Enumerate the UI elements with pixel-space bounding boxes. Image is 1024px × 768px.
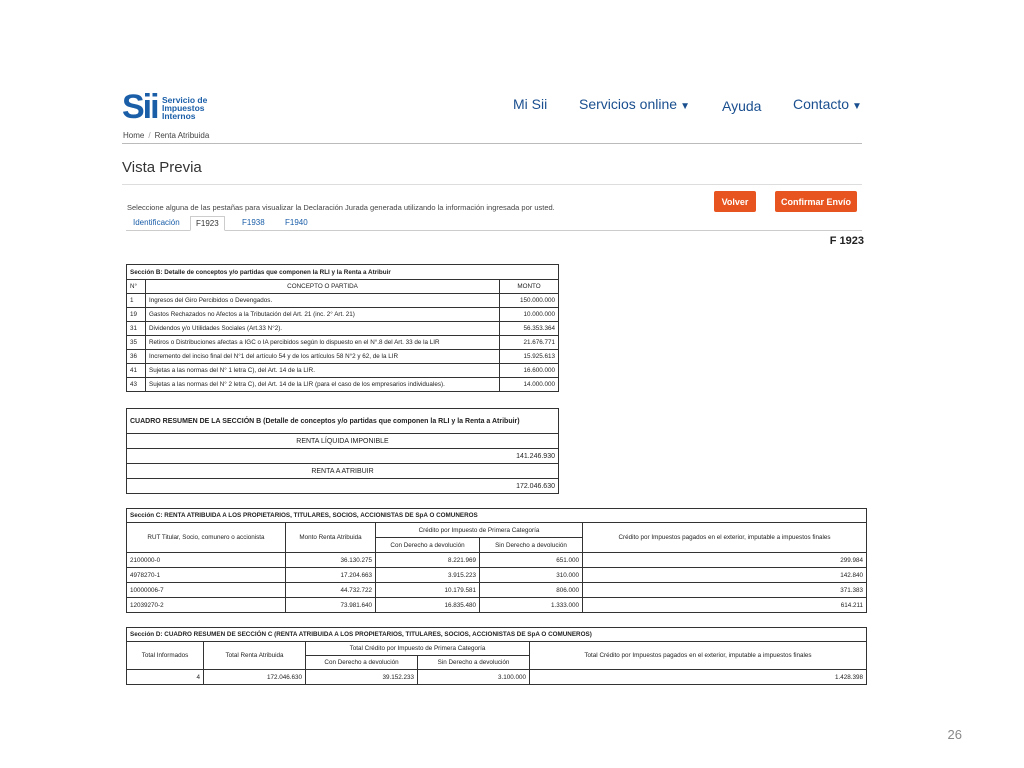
col-header-ext: Crédito por Impuestos pagados en el exterior, imputable a impuestos finales	[583, 523, 867, 553]
table-row: 10000006-7 44.732.722 10.179.581 806.000 371.383	[127, 583, 867, 598]
sii-logo[interactable]	[122, 90, 212, 124]
summary-b-table	[126, 408, 559, 494]
tab-f1923[interactable]: F1923	[190, 216, 225, 231]
form-tabs	[126, 216, 862, 231]
table-row: 4978270-1 17.204.663 3.915.223 310.000 142.840	[127, 568, 867, 583]
col-header-sin: Sin Derecho a devolución	[480, 538, 583, 553]
table-row: 36 Incremento del inciso final del N°1 del artículo 54 y de los artículos 58 N°2 y 62, de la LIR 15.925.613	[127, 350, 559, 364]
table-row: 31 Dividendos y/o Utilidades Sociales (Art.33 N°2). 56.353.364	[127, 322, 559, 336]
col-header-con: Con Derecho a devolución	[306, 656, 418, 670]
logo-mark: Sii	[122, 88, 158, 126]
nav-contacto[interactable]: Contacto ▼	[793, 96, 862, 112]
table-row: 12039270-2 73.981.640 16.835.480 1.333.000 614.211	[127, 598, 867, 613]
back-button[interactable]: Volver	[714, 191, 756, 212]
tab-f1940[interactable]: F1940	[285, 218, 308, 227]
nav-servicios-online[interactable]: Servicios online ▼	[579, 96, 690, 112]
logo-text: Servicio de Impuestos Internos	[162, 95, 208, 121]
col-header-sin: Sin Derecho a devolución	[418, 656, 530, 670]
tab-identificacion[interactable]: Identificación	[133, 218, 180, 227]
section-c-table	[126, 508, 867, 613]
section-b-title: Sección B: Detalle de conceptos y/o partidas que componen la RLI y la Renta a Atribuir	[127, 265, 559, 280]
col-header-monto: Monto Renta Atribuida	[286, 523, 376, 553]
divider	[122, 184, 862, 185]
breadcrumb-current: Renta Atribuida	[154, 131, 210, 140]
col-header-credit-group: Crédito por Impuesto de Primera Categoría	[376, 523, 583, 538]
ra-label: RENTA A ATRIBUIR	[127, 464, 559, 479]
col-header-concept: CONCEPTO O PARTIDA	[146, 280, 500, 294]
summary-b-title: CUADRO RESUMEN DE LA SECCIÓN B (Detalle de conceptos y/o partidas que componen la RLI y la Renta a Atribuir)	[127, 409, 559, 434]
chevron-down-icon: ▼	[680, 101, 690, 112]
breadcrumb-home[interactable]: Home	[123, 131, 145, 140]
page-number: 26	[947, 727, 962, 742]
col-header-informados: Total Informados	[127, 642, 204, 670]
tab-f1938[interactable]: F1938	[242, 218, 265, 227]
page-title: Vista Previa	[122, 159, 202, 176]
table-row: 1 Ingresos del Giro Percibidos o Devengados. 150.000.000	[127, 294, 559, 308]
table-row: 43 Sujetas a las normas del N° 2 letra C), del Art. 14 de la LIR (para el caso de los empresarios individuales). 14.000.000	[127, 378, 559, 392]
col-header-amount: MONTO	[500, 280, 559, 294]
section-d-title: Sección D: CUADRO RESUMEN DE SECCIÓN C (RENTA ATRIBUIDA A LOS PROPIETARIOS, TITULARES, SOCIOS, ACCIONISTAS DE SpA O COMUNEROS)	[127, 628, 867, 642]
ra-value: 172.046.630	[127, 479, 559, 494]
col-header-rut: RUT Titular, Socio, comunero o accionista	[127, 523, 286, 553]
nav-mi-sii[interactable]: Mi Sii	[513, 96, 548, 112]
divider	[122, 143, 862, 144]
section-b-table	[126, 264, 559, 392]
rli-label: RENTA LÍQUIDA IMPONIBLE	[127, 434, 559, 449]
table-row: 2100000-0 36.130.275 8.221.969 651.000 299.984	[127, 553, 867, 568]
form-title: F 1923	[829, 235, 864, 247]
col-header-credit-group: Total Crédito por Impuesto de Primera Categoría	[306, 642, 530, 656]
table-row: 19 Gastos Rechazados no Afectos a la Tributación del Art. 21 (inc. 2° Art. 21) 10.000.000	[127, 308, 559, 322]
col-header-con: Con Derecho a devolución	[376, 538, 480, 553]
confirm-send-button[interactable]: Confirmar Envío	[775, 191, 857, 212]
section-c-title: Sección C: RENTA ATRIBUIDA A LOS PROPIETARIOS, TITULARES, SOCIOS, ACCIONISTAS DE SpA O COMUNEROS	[127, 509, 867, 523]
rli-value: 141.246.930	[127, 449, 559, 464]
table-row: 35 Retiros o Distribuciones afectas a IGC o IA percibidos según lo dispuesto en el N°.8 del Art. 33 de la LIR 21.676.771	[127, 336, 559, 350]
col-header-n: N°	[127, 280, 146, 294]
nav-ayuda[interactable]: Ayuda	[722, 98, 762, 114]
table-row: 4 172.046.630 39.152.233 3.100.000 1.428.398	[127, 670, 867, 685]
breadcrumb: Home / Renta Atribuida	[123, 131, 210, 140]
chevron-down-icon: ▼	[852, 101, 862, 112]
instructions-text: Seleccione alguna de las pestañas para visualizar la Declaración Jurada generada utilizando la información ingresada por usted.	[127, 203, 555, 212]
section-d-table	[126, 627, 867, 685]
col-header-ext: Total Crédito por Impuestos pagados en el exterior, imputable a impuestos finales	[530, 642, 867, 670]
col-header-renta: Total Renta Atribuida	[204, 642, 306, 670]
table-row: 41 Sujetas a las normas del N° 1 letra C), del Art. 14 de la LIR. 16.600.000	[127, 364, 559, 378]
